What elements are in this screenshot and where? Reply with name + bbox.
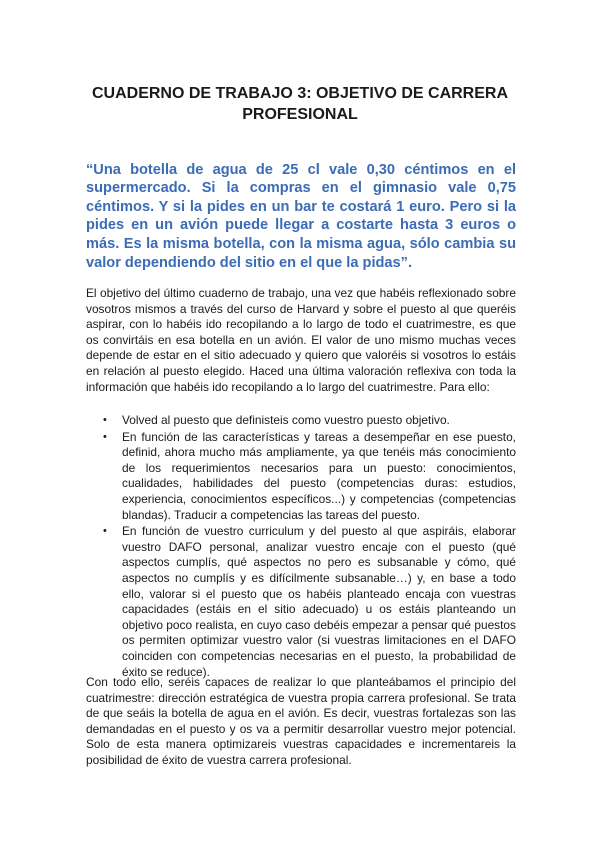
bullet-icon: • (103, 430, 107, 443)
list-item (86, 430, 516, 524)
list-item-text: En función de las características y tareas a desempeñar en ese puesto, definid, ahora mucho más ampliamente, ya que tenéis más conocimiento de los requerimientos necesarios para un puesto: conocimientos, cualidades, habilidades del puesto (competencias duras: estudios, experiencia, conocimientos específicos...) y competencias (competencias blandas). Traducir a competencias las tareas del puesto. (122, 429, 516, 522)
instructions-list (86, 413, 516, 681)
bullet-icon: • (103, 525, 107, 538)
list-item-text: En función de vuestro curriculum y del puesto al que aspiráis, elaborar vuestro DAFO personal, analizar vuestro encaje con el puesto (qué aspectos cumplís, qué aspectos no pero es subsanable y cómo, qué aspectos no cumplís y es difícilmente subsanable…) y, en base a todo ello, valorar si el puesto que os habéis planteado encaja con vuestras capacidades (estáis en el sitio adecuado) u os estáis planteando un objetivo poco realista, en cuyo caso debéis empezar a pensar qué puestos os permiten optimizar vuestro valor (si vuestras limitaciones en el DAFO coinciden con competencias necesarias en el puesto, la probabilidad de éxito se reduce). (122, 524, 516, 679)
quote-paragraph: “Una botella de agua de 25 cl vale 0,30 céntimos en el supermercado. Si la compras en el gimnasio vale 0,75 céntimos. Y si la pides en un bar te costará 1 euro. Pero si la pides en un avión puede llegar a costarte hasta 3 euros o más. Es la misma botella, con la misma agua, sólo cambia su valor dependiendo del sitio en el que la pidas”. (86, 161, 516, 271)
bullet-icon: • (103, 414, 107, 426)
list-item (86, 413, 516, 429)
conclusion-paragraph: Con todo ello, seréis capaces de realizar lo que planteábamos el principio del cuatrimestre: dirección estratégica de vuestra propia carrera profesional. Se trata de que seáis la botella de agua en el avión. Es decir, vuestras fortalezas son las demandadas en el puesto y os va a permitir desarrollar vuestro mejor potencial. Solo de esta manera optimizareis vuestras capacidades e incrementareis la posibilidad de éxito de vuestra carrera profesional. (86, 675, 516, 767)
page-title: CUADERNO DE TRABAJO 3: OBJETIVO DE CARRERA PROFESIONAL (91, 84, 509, 123)
list-item (86, 524, 516, 680)
list-item-text: Volved al puesto que definisteis como vuestro puesto objetivo. (122, 413, 450, 427)
intro-paragraph: El objetivo del último cuaderno de trabajo, una vez que habéis reflexionado sobre vosotros mismos a través del curso de Harvard y sobre el puesto al que queréis aspirar, con lo habéis ido recopilando a lo largo de todo el cuatrimestre, es que os convirtáis en esa botella en un avión. El valor de uno mismo muchas veces depende de estar en el sitio adecuado y quiero que valoréis si vosotros lo estáis en relación al puesto elegido. Haced una última valoración reflexiva con toda la información que habéis ido recopilando a lo largo del cuatrimestre. Para ello: (86, 286, 516, 394)
